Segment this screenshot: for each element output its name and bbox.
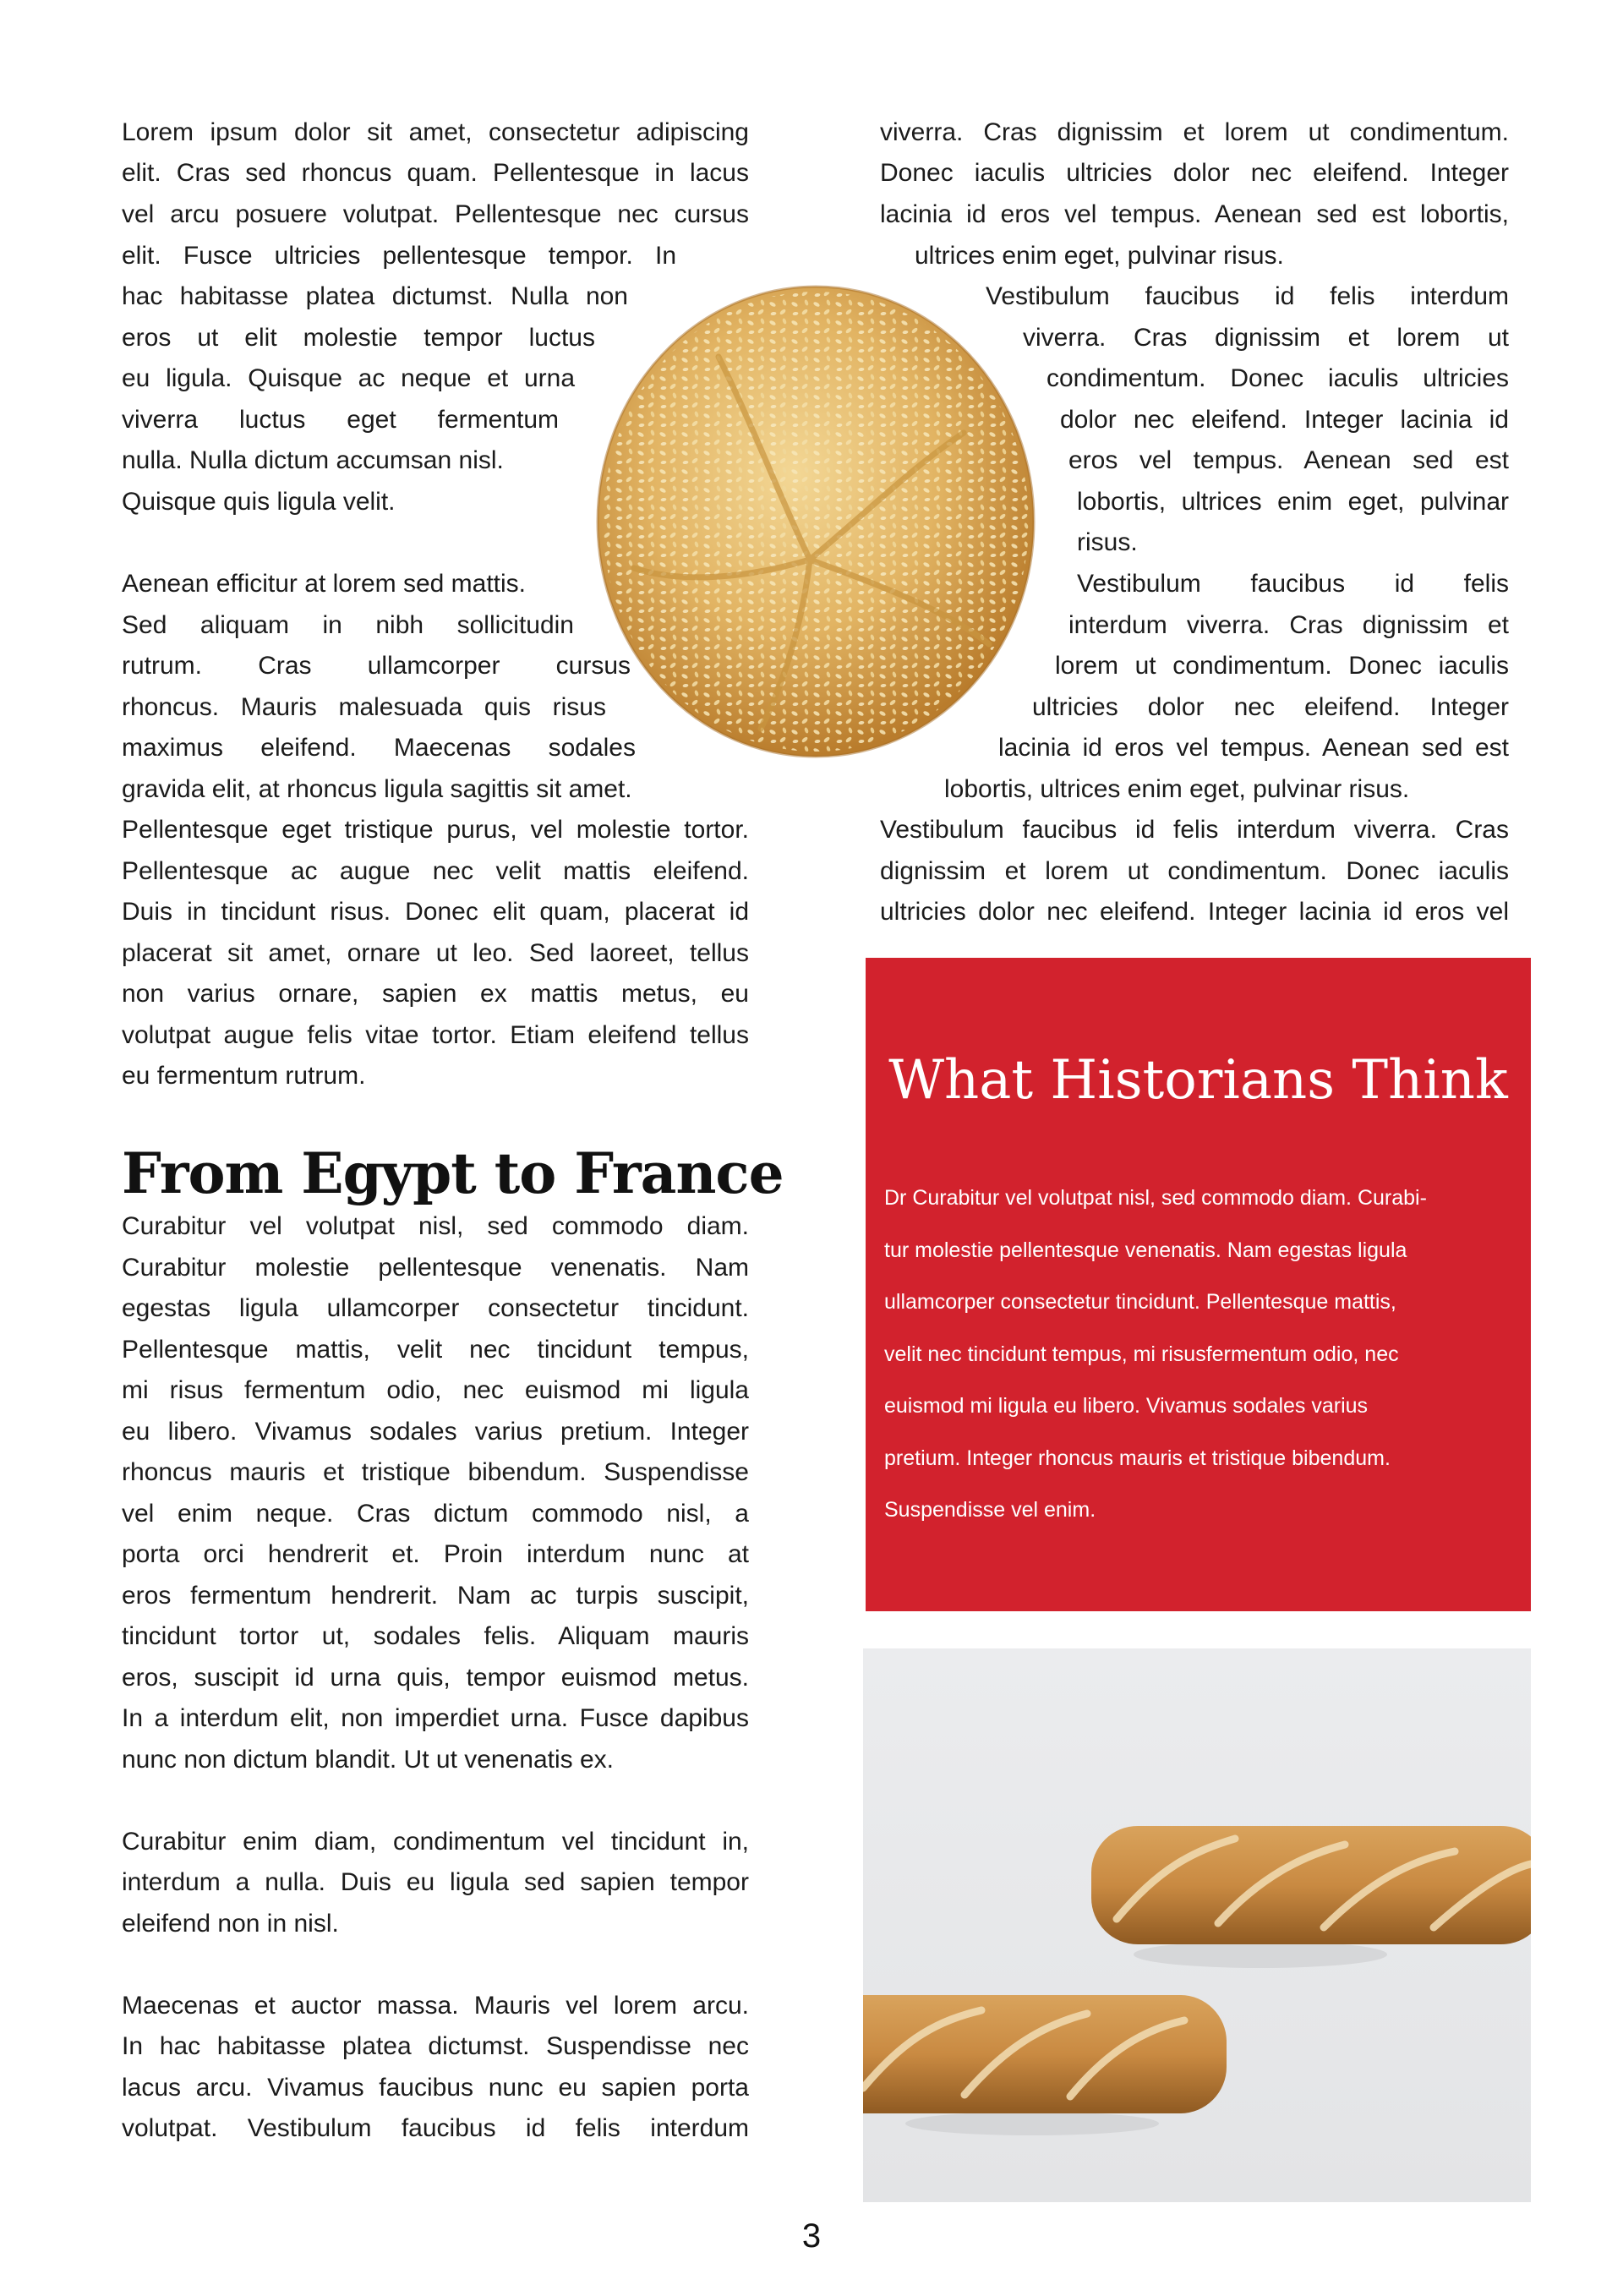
left-para3-line: Curabitur molestie pellentesque venenatis. Nam	[122, 1254, 749, 1282]
right-col-line: condimentum. Donec iaculis ultricies	[1046, 364, 1509, 392]
left-para3-line: Pellentesque mattis, velit nec tincidunt tempus,	[122, 1336, 749, 1364]
left-para1-line: vel arcu posuere volutpat. Pellentesque nec cursus	[122, 200, 749, 228]
left-para2-line: maximus eleifend. Maecenas sodales	[122, 734, 636, 762]
left-para3-line: In a interdum elit, non imperdiet urna. Fusce dapibus	[122, 1704, 749, 1732]
right-col-line: dignissim et lorem ut condimentum. Donec iaculis	[880, 857, 1509, 885]
left-para2-line: Aenean efficitur at lorem sed mattis.	[122, 570, 527, 598]
left-para3-line: Curabitur vel volutpat nisl, sed commodo diam.	[122, 1212, 749, 1240]
left-para5-line: lacus arcu. Vivamus faucibus nunc eu sapien porta	[122, 2074, 749, 2102]
right-col-line: viverra. Cras dignissim et lorem ut	[1023, 324, 1509, 352]
left-para2-line: Duis in tincidunt risus. Donec elit quam, placerat id	[122, 898, 749, 926]
left-para2-line: volutpat augue felis vitae tortor. Etiam eleifend tellus	[122, 1021, 749, 1049]
left-para2-line: eu fermentum rutrum.	[122, 1062, 366, 1090]
left-para2-line: rutrum. Cras ullamcorper cursus	[122, 652, 631, 680]
left-para3-line: egestas ligula ullamcorper consectetur tincidunt.	[122, 1294, 749, 1322]
left-para3-line: porta orci hendrerit et. Proin interdum nunc at	[122, 1540, 749, 1568]
sesame-bun-image	[592, 281, 1040, 763]
baguettes-image	[863, 1648, 1531, 2202]
right-col-line: ultricies dolor nec eleifend. Integer lacinia id eros vel	[880, 898, 1509, 926]
sidebar-line: ullamcorper consectetur tincidunt. Pellentesque mattis,	[884, 1290, 1396, 1314]
left-para3-line: vel enim neque. Cras dictum commodo nisl, a	[122, 1500, 749, 1528]
right-col-line: Vestibulum faucibus id felis	[1077, 570, 1509, 598]
sidebar-line: tur molestie pellentesque venenatis. Nam egestas ligula	[884, 1238, 1407, 1262]
left-para3-line: eros fermentum hendrerit. Nam ac turpis suscipit,	[122, 1582, 749, 1610]
right-col-line: ultrices enim eget, pulvinar risus.	[915, 242, 1284, 270]
right-col-line: Vestibulum faucibus id felis interdum viverra. Cras	[880, 816, 1509, 844]
left-para5-line: In hac habitasse platea dictumst. Suspendisse nec	[122, 2032, 749, 2060]
left-para5-line: volutpat. Vestibulum faucibus id felis interdum	[122, 2114, 749, 2142]
left-para2-line: Pellentesque ac augue nec velit mattis eleifend.	[122, 857, 749, 885]
left-para3-line: tincidunt tortor ut, sodales felis. Aliquam mauris	[122, 1622, 749, 1650]
left-para2-line: Sed aliquam in nibh sollicitudin	[122, 611, 574, 639]
left-para2-line: gravida elit, at rhoncus ligula sagittis sit amet.	[122, 775, 632, 803]
right-col-line: lobortis, ultrices enim eget, pulvinar risus.	[944, 775, 1410, 803]
historians-sidebar	[866, 958, 1531, 1611]
right-col-line: Donec iaculis ultricies dolor nec eleifend. Integer	[880, 159, 1509, 187]
sidebar-line: velit nec tincidunt tempus, mi risusfermentum odio, nec	[884, 1342, 1399, 1366]
left-para1-line: elit. Fusce ultricies pellentesque tempor. In	[122, 242, 676, 270]
right-col-line: risus.	[1077, 528, 1138, 556]
left-para5-line: Maecenas et auctor massa. Mauris vel lorem arcu.	[122, 1992, 749, 2020]
right-col-line: ultricies dolor nec eleifend. Integer	[1032, 693, 1509, 721]
sidebar-line: Dr Curabitur vel volutpat nisl, sed commodo diam. Curabi-	[884, 1186, 1427, 1210]
left-para3-line: mi risus fermentum odio, nec euismod mi ligula	[122, 1376, 749, 1404]
left-para1-line: viverra luctus eget fermentum	[122, 406, 559, 434]
left-para3-line: eros, suscipit id urna quis, tempor euismod metus.	[122, 1664, 749, 1692]
right-col-line: viverra. Cras dignissim et lorem ut condimentum.	[880, 118, 1509, 146]
left-para2-line: placerat sit amet, ornare ut leo. Sed laoreet, tellus	[122, 939, 749, 967]
right-col-line: dolor nec eleifend. Integer lacinia id	[1060, 406, 1509, 434]
right-col-line: interdum viverra. Cras dignissim et	[1068, 611, 1509, 639]
left-para2-line: rhoncus. Mauris malesuada quis risus	[122, 693, 606, 721]
left-para3-line: rhoncus mauris et tristique bibendum. Suspendisse	[122, 1458, 749, 1486]
left-para4-line: interdum a nulla. Duis eu ligula sed sapien tempor	[122, 1868, 749, 1896]
right-col-line: lorem ut condimentum. Donec iaculis	[1055, 652, 1509, 680]
sidebar-line: euismod mi ligula eu libero. Vivamus sodales varius	[884, 1394, 1369, 1418]
left-para1-line: nulla. Nulla dictum accumsan nisl.	[122, 446, 504, 474]
left-para1-line: elit. Cras sed rhoncus quam. Pellentesque in lacus	[122, 159, 749, 187]
left-para3-line: nunc non dictum blandit. Ut ut venenatis ex.	[122, 1746, 615, 1774]
sidebar-line: Suspendisse vel enim.	[884, 1498, 1096, 1522]
left-para2-line: non varius ornare, sapien ex mattis metus, eu	[122, 980, 749, 1008]
left-para1-line: hac habitasse platea dictumst. Nulla non	[122, 282, 628, 310]
left-para3-line: eu libero. Vivamus sodales varius pretium. Integer	[122, 1418, 749, 1446]
sidebar-line: pretium. Integer rhoncus mauris et tristique bibendum.	[884, 1446, 1391, 1470]
left-para1-line: Quisque quis ligula velit.	[122, 488, 396, 516]
section-heading: From Egypt to France	[122, 1140, 784, 1206]
right-col-line: lacinia id eros vel tempus. Aenean sed est	[998, 734, 1509, 762]
left-para1-line: eu ligula. Quisque ac neque et urna	[122, 364, 575, 392]
left-para2-line: Pellentesque eget tristique purus, vel molestie tortor.	[122, 816, 749, 844]
left-para1-line: eros ut elit molestie tempor luctus	[122, 324, 595, 352]
right-col-line: Vestibulum faucibus id felis interdum	[986, 282, 1509, 310]
baguettes-illustration	[863, 1648, 1531, 2202]
left-para1-line: Lorem ipsum dolor sit amet, consectetur adipiscing	[122, 118, 749, 146]
left-para4-line: eleifend non in nisl.	[122, 1910, 339, 1938]
right-col-line: eros vel tempus. Aenean sed est	[1068, 446, 1509, 474]
right-col-line: lacinia id eros vel tempus. Aenean sed est lobortis,	[880, 200, 1509, 228]
sidebar-title: What Historians Think	[888, 1049, 1508, 1112]
right-col-line: lobortis, ultrices enim eget, pulvinar	[1077, 488, 1509, 516]
left-para4-line: Curabitur enim diam, condimentum vel tincidunt in,	[122, 1828, 749, 1856]
page-number: 3	[801, 2217, 822, 2255]
